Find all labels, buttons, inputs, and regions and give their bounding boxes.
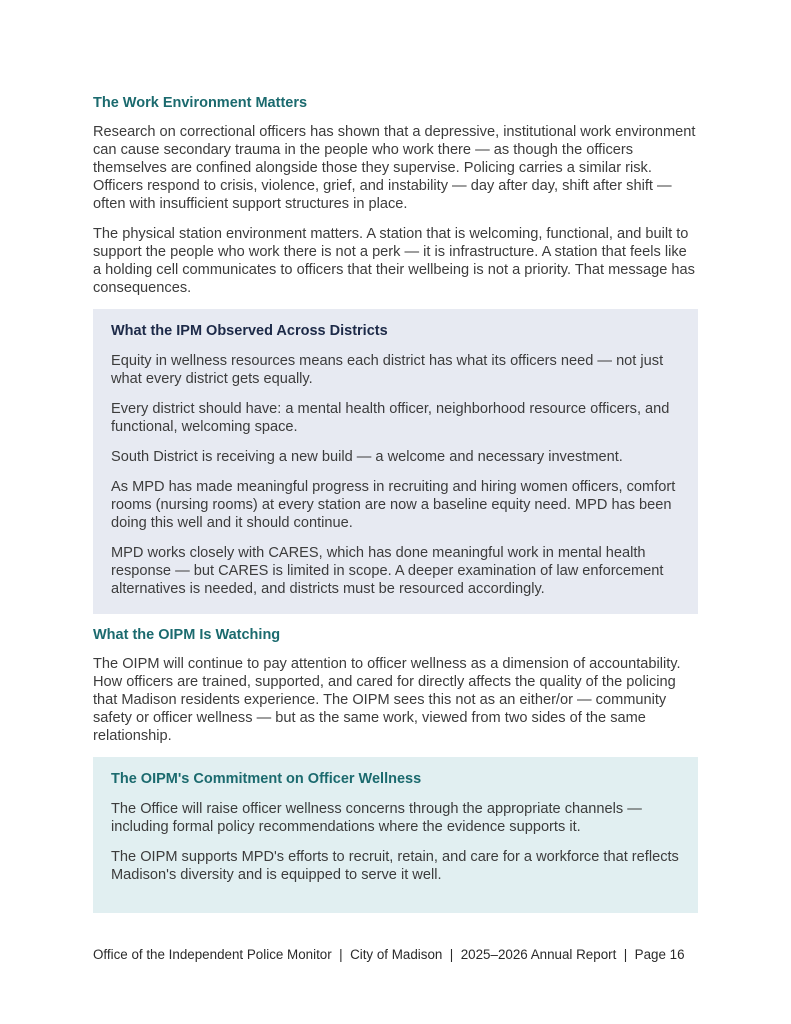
paragraph: The physical station environment matters. A station that is welcoming, functional, and built to support the people who work there is not a perk — it is infrastructure. A station that feels like a holding cell communicates to officers that their wellbeing is not a priority. That message has consequences. [93,226,695,296]
section-heading-work-environment: The Work Environment Matters [93,95,308,111]
callout-box-oipm-commitment [93,757,698,913]
page-content [93,94,698,925]
page-footer: Office of the Independent Police Monitor | City of Madison | 2025–2026 Annual Report | Page 16 [93,947,685,962]
callout-paragraph: As MPD has made meaningful progress in recruiting and hiring women officers, comfort rooms (nursing rooms) at every station are now a baseline equity need. MPD has been doing this well and it should continue. [111,479,676,531]
section-heading-oipm-watching: What the OIPM Is Watching [93,627,281,643]
callout-paragraph: South District is receiving a new build — a welcome and necessary investment. [111,449,623,465]
paragraph: The OIPM will continue to pay attention to officer wellness as a dimension of accountability. How officers are trained, supported, and cared for directly affects the quality of the policing that Madison residents experience. The OIPM sees this not as an either/or — community safety or officer wellness — but as the same work, viewed from two sides of the same relationship. [93,656,681,744]
callout-paragraph: Every district should have: a mental health officer, neighborhood resource officers, and functional, welcoming space. [111,401,670,435]
callout-heading: The OIPM's Commitment on Officer Wellness [111,771,422,787]
callout-paragraph: Equity in wellness resources means each district has what its officers need — not just what every district gets equally. [111,353,664,387]
callout-paragraph: The Office will raise officer wellness concerns through the appropriate channels — including formal policy recommendations where the evidence supports it. [111,801,642,835]
callout-box-ipm-observed [93,309,698,614]
paragraph: Research on correctional officers has shown that a depressive, institutional work environment can cause secondary trauma in the people who work there — as though the officers themselves are confined alongside those they supervise. Policing carries a similar risk. Officers respond to crisis, violence, grief, and instability — day after day, shift after shift — often with insufficient support structures in place. [93,124,696,212]
callout-paragraph: The OIPM supports MPD's efforts to recruit, retain, and care for a workforce that reflects Madison's diversity and is equipped to serve it well. [111,849,679,883]
callout-paragraph: MPD works closely with CARES, which has done meaningful work in mental health response — but CARES is limited in scope. A deeper examination of law enforcement alternatives is needed, and districts must be resourced accordingly. [111,545,664,597]
callout-heading: What the IPM Observed Across Districts [111,323,388,339]
